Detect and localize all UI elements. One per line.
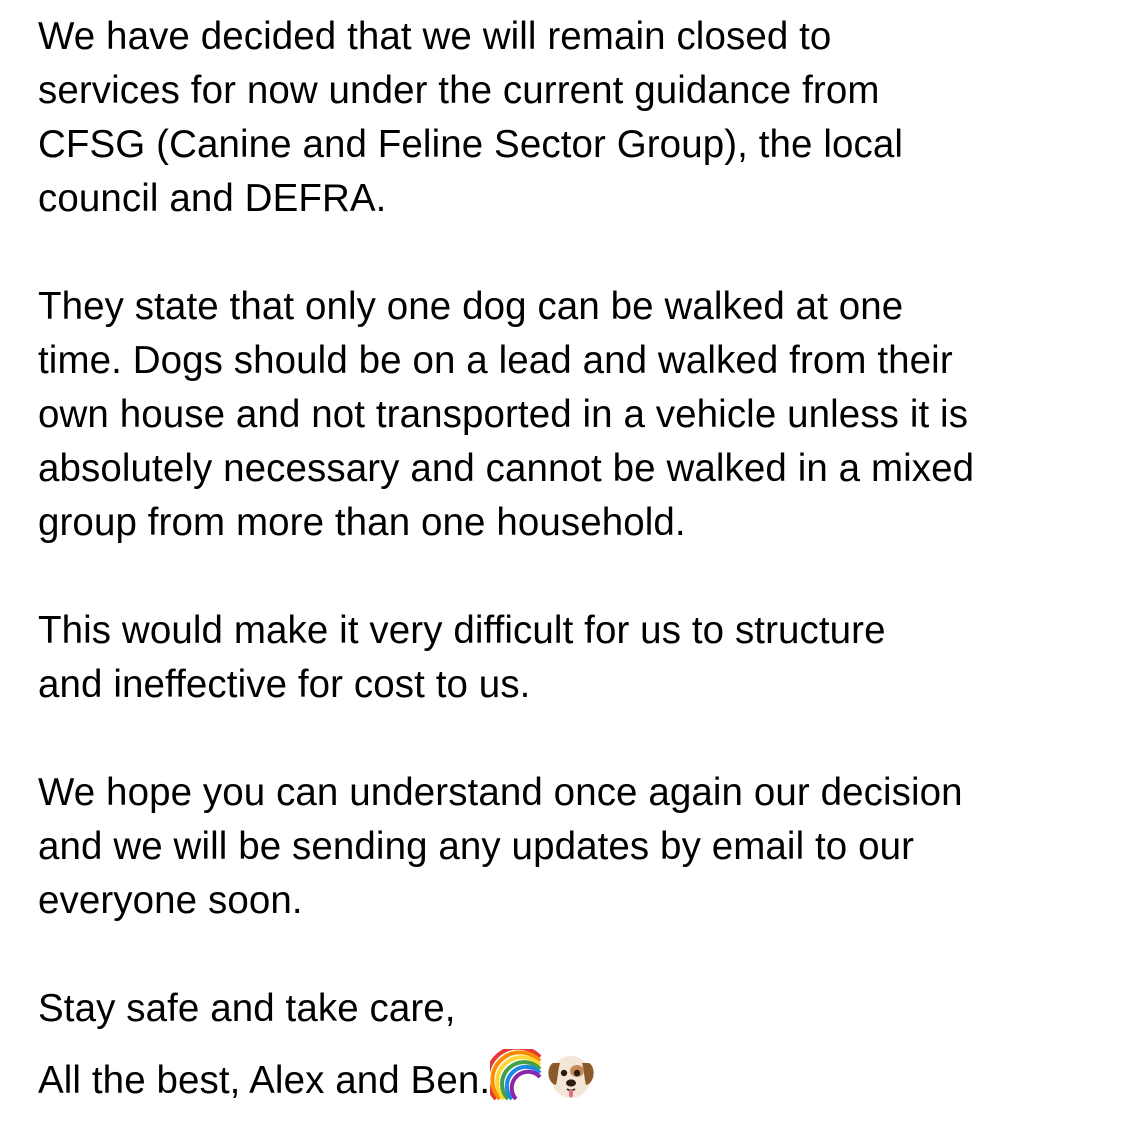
paragraph-closure-decision	[38, 10, 1108, 226]
text-line: time. Dogs should be on a lead and walked from their	[38, 339, 953, 382]
text-line: CFSG (Canine and Feline Sector Group), the local	[38, 123, 904, 166]
text-line: services for now under the current guidance from	[38, 69, 880, 112]
text-line: This would make it very difficult for us to structure	[38, 609, 886, 652]
text-line: and we will be sending any updates by email to our	[38, 825, 915, 868]
text-line: They state that only one dog can be walked at one	[38, 285, 904, 328]
signoff-closing: All the best, Alex and Ben.	[38, 1059, 491, 1102]
text-line: council and DEFRA.	[38, 177, 387, 220]
rainbow-icon	[490, 1049, 544, 1103]
text-line: We have decided that we will remain closed to	[38, 15, 832, 58]
paragraph-guidance-rules	[38, 280, 1108, 550]
note-body	[38, 10, 1108, 1108]
text-line: own house and not transported in a vehicle unless it is	[38, 393, 969, 436]
paragraph-updates	[38, 766, 1108, 928]
text-line: group from more than one household.	[38, 501, 686, 544]
signoff-closing-line	[38, 1049, 1108, 1108]
dog-face-icon	[544, 1049, 598, 1103]
signoff	[38, 982, 1108, 1108]
text-line: We hope you can understand once again our decision	[38, 771, 963, 814]
text-line: everyone soon.	[38, 879, 303, 922]
text-line: absolutely necessary and cannot be walked in a mixed	[38, 447, 975, 490]
paragraph-difficulty	[38, 604, 1108, 712]
signoff-greeting: Stay safe and take care,	[38, 987, 456, 1030]
text-line: and ineffective for cost to us.	[38, 663, 531, 706]
